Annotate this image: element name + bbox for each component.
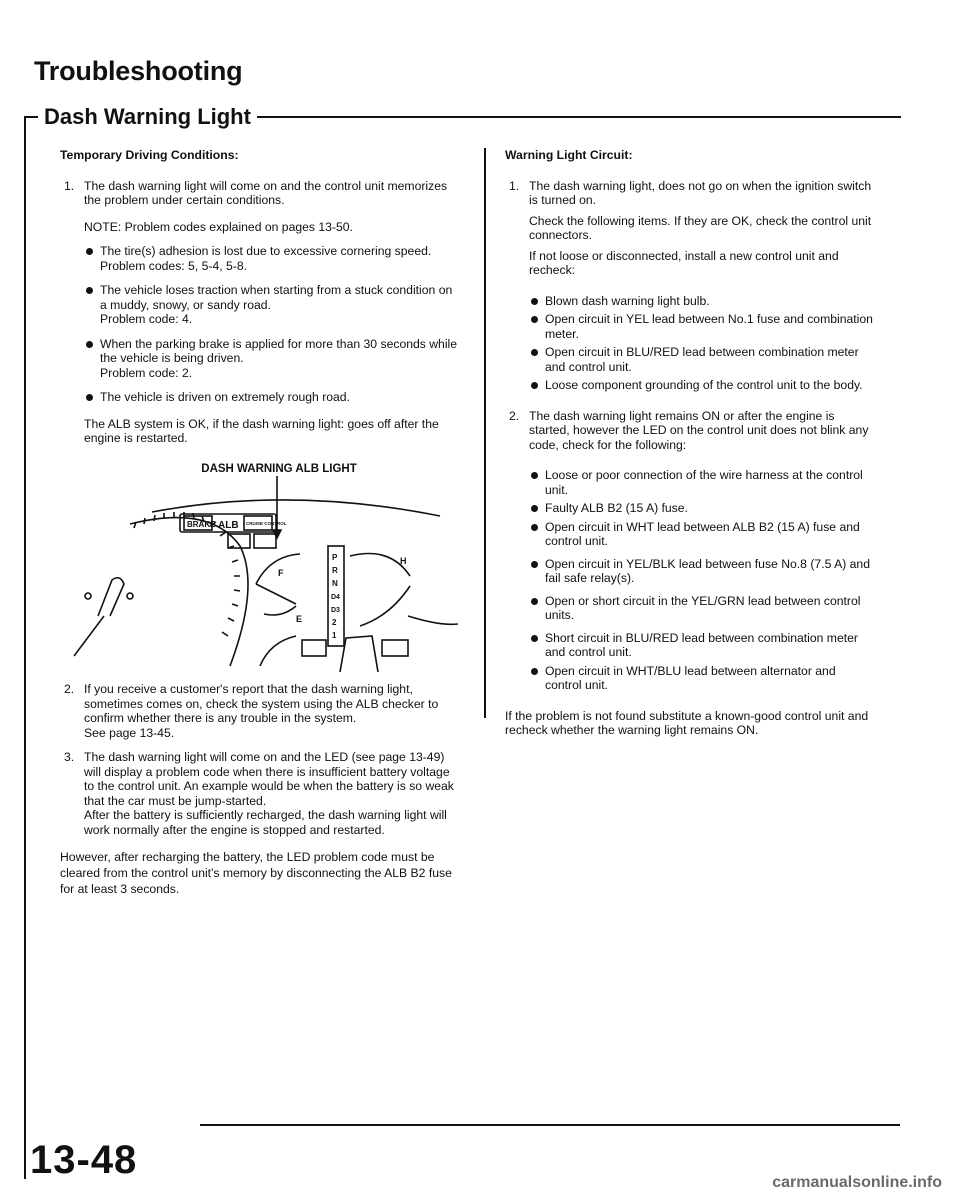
door-indicator xyxy=(340,636,378,672)
closing-note: If the problem is not found substitute a known-good control unit and recheck whether the warning light remains ON. xyxy=(505,708,869,737)
fuel-full-label: F xyxy=(278,568,284,578)
gear-label: D3 xyxy=(331,607,340,614)
parking-brake-indicator xyxy=(302,640,326,656)
check-bullet: Open circuit in WHT/BLU lead between alternator and control unit. xyxy=(529,664,875,693)
left-item-3-however: However, after recharging the battery, the LED problem code must be cleared from the control unit's memory by disconnecting the ALB B2 fuse for at least 3 seconds. xyxy=(60,850,452,896)
right-item-1 xyxy=(505,179,875,393)
column-divider xyxy=(484,148,486,718)
left-item-2-text: If you receive a customer's report that the dash warning light, sometimes comes on, check the system using the ALB checker to confirm whether there is any trouble in the system. xyxy=(84,682,439,725)
engine-icon-right-dot xyxy=(127,593,133,599)
alb-label: ALB xyxy=(218,520,239,531)
left-item-2-see-page: See page 13-45. xyxy=(84,725,175,740)
gear-label: 2 xyxy=(332,618,337,627)
right-item-2-number: 2. xyxy=(509,408,520,423)
page-number: 13-48 xyxy=(30,1138,138,1182)
condition-bullet: The vehicle loses traction when starting from a stuck condition on a muddy, snowy, or sandy road. Problem code: 4. xyxy=(84,283,458,327)
fuel-gauge-lower xyxy=(264,606,296,615)
alb-ok-note: The ALB system is OK, if the dash warning light: goes off after the engine is restarted. xyxy=(84,416,439,445)
condition-bullet: The vehicle is driven on extremely rough road. xyxy=(84,390,458,405)
figure-caption: DASH WARNING ALB LIGHT xyxy=(201,462,357,475)
check-bullet: Open circuit in WHT lead between ALB B2 (15 A) fuse and control unit. xyxy=(529,520,875,549)
fuel-empty-label: E xyxy=(296,614,303,624)
condition-bullet: The tire(s) adhesion is lost due to excessive cornering speed. Problem codes: 5, 5-4, 5-8. xyxy=(84,244,458,273)
check-bullet: Open or short circuit in the YEL/GRN lead between control units. xyxy=(529,594,875,623)
engine-icon-stem xyxy=(74,616,104,656)
left-column xyxy=(60,148,458,897)
right-housing-curve xyxy=(408,616,458,624)
right-item-2 xyxy=(505,409,875,693)
section-title: Dash Warning Light xyxy=(38,104,257,130)
check-bullet: Short circuit in BLU/RED lead between combination meter and control unit. xyxy=(529,631,875,660)
warning-circuit-heading: Warning Light Circuit: xyxy=(505,148,633,162)
gear-label: R xyxy=(332,566,338,575)
right-item-1-text: The dash warning light, does not go on when the ignition switch is turned on. xyxy=(529,178,872,207)
left-item-3-after: After the battery is sufficiently recharged, the dash warning light will work normally after the engine is stopped and restarted. xyxy=(84,808,447,837)
right-column xyxy=(505,148,875,738)
right-item-1-number: 1. xyxy=(509,178,520,193)
page-title: Troubleshooting xyxy=(34,56,243,86)
left-item-1-text: The dash warning light will come on and the control unit memorizes the problem under certain conditions. xyxy=(84,178,448,207)
engine-icon-left-dot xyxy=(85,593,91,599)
check-bullet: Open circuit in BLU/RED lead between combination meter and control unit. xyxy=(529,345,875,374)
check-bullet: Blown dash warning light bulb. xyxy=(529,294,875,309)
temp-hot-label: H xyxy=(400,556,407,566)
temp-gauge-lower xyxy=(360,586,410,626)
left-item-3-number: 3. xyxy=(64,750,75,764)
cruise-label: CRUISE CONTROL xyxy=(246,521,287,526)
right-item-1-check: Check the following items. If they are OK, check the control unit connectors. xyxy=(529,213,872,242)
tachometer-side-ticks xyxy=(210,522,240,636)
dash-warning-figure xyxy=(60,476,458,672)
problem-codes-note: NOTE: Problem codes explained on pages 13-50. xyxy=(84,219,353,234)
gear-label: 1 xyxy=(332,631,337,640)
right-item-1-loose: If not loose or disconnected, install a new control unit and recheck: xyxy=(529,248,839,277)
watermark: carmanualsonline.info xyxy=(772,1174,942,1191)
frame-bottom-rule xyxy=(200,1124,900,1126)
frame-left-border xyxy=(24,116,26,1179)
left-item-3 xyxy=(60,750,458,897)
right-item-2-text: The dash warning light remains ON or after the engine is started, however the LED on the control unit does not blink any code, check for the following: xyxy=(529,408,869,452)
check-bullet: Open circuit in YEL lead between No.1 fuse and combination meter. xyxy=(529,312,875,341)
check-bullet: Loose component grounding of the control unit to the body. xyxy=(529,378,875,393)
gear-label: N xyxy=(332,579,338,588)
gear-label: P xyxy=(332,553,338,562)
turn-indicator xyxy=(254,534,276,548)
check-bullet: Loose or poor connection of the wire harness at the control unit. xyxy=(529,468,875,497)
check-bullet: Faulty ALB B2 (15 A) fuse. xyxy=(529,501,875,516)
left-item-1 xyxy=(60,179,458,446)
left-item-3-text: The dash warning light will come on and the LED (see page 13-49) will display a problem code when there is insufficient battery voltage to the control unit. An example would be when the battery is so weak that the car must be jump-started. xyxy=(84,750,454,808)
check-bullet: Open circuit in YEL/BLK lead between fuse No.8 (7.5 A) and fail safe relay(s). xyxy=(529,557,875,586)
fuel-gauge-needle xyxy=(256,584,296,604)
brake-label: BRAKE xyxy=(187,520,216,529)
bottom-housing-curve xyxy=(260,636,296,666)
temporary-conditions-heading: Temporary Driving Conditions: xyxy=(60,148,239,162)
left-item-2-number: 2. xyxy=(64,682,75,696)
tachometer-rim xyxy=(130,518,248,666)
gear-label: D4 xyxy=(331,594,340,601)
engine-icon xyxy=(98,578,124,616)
left-item-1-number: 1. xyxy=(64,178,75,193)
condition-bullet: When the parking brake is applied for more than 30 seconds while the vehicle is being driven. Problem code: 2. xyxy=(84,337,458,381)
left-item-2 xyxy=(60,682,458,740)
oil-indicator xyxy=(382,640,408,656)
